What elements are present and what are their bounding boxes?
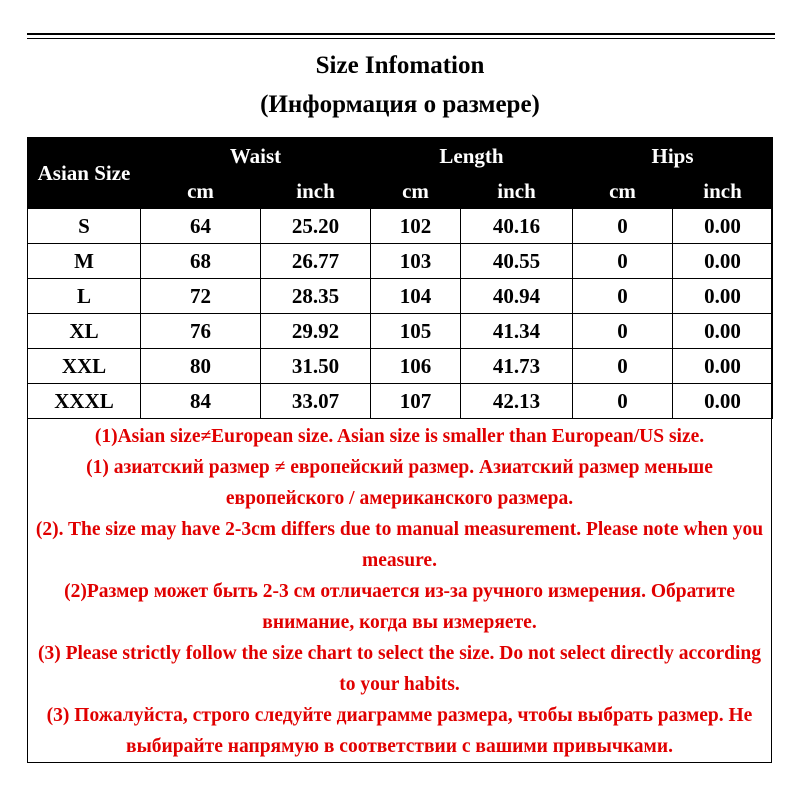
table-row xyxy=(28,279,773,314)
waist-inch-cell: 33.07 xyxy=(261,384,371,419)
size-notes xyxy=(27,421,772,762)
note-2-ru: (2)Размер может быть 2-3 см отличается из-за ручного измерения. Обратите внимание, когда вы измеряете. xyxy=(64,581,735,633)
length-cm-cell: 104 xyxy=(371,279,461,314)
size-cell: L xyxy=(28,279,141,314)
page-subtitle: (Информация о размере) xyxy=(260,91,540,118)
length-inch-cell: 40.55 xyxy=(461,244,573,279)
note-1-ru: (1) азиатский размер ≠ европейский размер. Азиатский размер меньше европейского / американского размера. xyxy=(86,457,713,509)
header-waist: Waist xyxy=(141,138,371,175)
length-cm-cell: 107 xyxy=(371,384,461,419)
page-title: Size Infomation xyxy=(315,52,485,79)
waist-cm-cell: 64 xyxy=(141,209,261,244)
note-3-en: (3) Please strictly follow the size chart to select the size. Do not select directly according to your habits. xyxy=(37,643,762,695)
table-header-row xyxy=(28,138,773,175)
waist-inch-cell: 25.20 xyxy=(261,209,371,244)
hips-inch-cell: 0.00 xyxy=(673,244,773,279)
top-rule xyxy=(27,33,775,35)
note-2-en: (2). The size may have 2-3cm differs due to manual measurement. Please note when you measure. xyxy=(35,519,764,571)
header-hips: Hips xyxy=(573,138,773,175)
header-hips-inch: inch xyxy=(673,175,773,209)
header-length: Length xyxy=(371,138,573,175)
waist-cm-cell: 84 xyxy=(141,384,261,419)
hips-inch-cell: 0.00 xyxy=(673,314,773,349)
waist-cm-cell: 80 xyxy=(141,349,261,384)
hips-inch-cell: 0.00 xyxy=(673,384,773,419)
waist-inch-cell: 28.35 xyxy=(261,279,371,314)
waist-inch-cell: 29.92 xyxy=(261,314,371,349)
top-rule-thin xyxy=(27,38,775,39)
hips-cm-cell: 0 xyxy=(573,209,673,244)
table-row xyxy=(28,209,773,244)
size-cell: XXL xyxy=(28,349,141,384)
header-length-inch: inch xyxy=(461,175,573,209)
length-cm-cell: 105 xyxy=(371,314,461,349)
hips-cm-cell: 0 xyxy=(573,244,673,279)
waist-cm-cell: 72 xyxy=(141,279,261,314)
length-inch-cell: 40.94 xyxy=(461,279,573,314)
header-asian-size: Asian Size xyxy=(28,138,141,209)
header-length-cm: cm xyxy=(371,175,461,209)
hips-cm-cell: 0 xyxy=(573,279,673,314)
length-cm-cell: 102 xyxy=(371,209,461,244)
length-cm-cell: 106 xyxy=(371,349,461,384)
hips-inch-cell: 0.00 xyxy=(673,279,773,314)
length-inch-cell: 41.73 xyxy=(461,349,573,384)
waist-cm-cell: 68 xyxy=(141,244,261,279)
size-table xyxy=(27,137,773,419)
waist-inch-cell: 26.77 xyxy=(261,244,371,279)
hips-cm-cell: 0 xyxy=(573,314,673,349)
size-cell: M xyxy=(28,244,141,279)
table-row xyxy=(28,244,773,279)
length-inch-cell: 41.34 xyxy=(461,314,573,349)
hips-cm-cell: 0 xyxy=(573,384,673,419)
waist-cm-cell: 76 xyxy=(141,314,261,349)
waist-inch-cell: 31.50 xyxy=(261,349,371,384)
length-inch-cell: 40.16 xyxy=(461,209,573,244)
size-cell: S xyxy=(28,209,141,244)
header-waist-inch: inch xyxy=(261,175,371,209)
header-hips-cm: cm xyxy=(573,175,673,209)
hips-inch-cell: 0.00 xyxy=(673,349,773,384)
size-cell: XL xyxy=(28,314,141,349)
note-1-en: (1)Asian size≠European size. Asian size is smaller than European/US size. xyxy=(94,426,705,447)
header-waist-cm: cm xyxy=(141,175,261,209)
length-cm-cell: 103 xyxy=(371,244,461,279)
table-row xyxy=(28,314,773,349)
hips-cm-cell: 0 xyxy=(573,349,673,384)
note-3-ru: (3) Пожалуйста, строго следуйте диаграмме размера, чтобы выбрать размер. Не выбирайте напрямую в соответствии с вашими привычками. xyxy=(46,705,753,757)
size-cell: XXXL xyxy=(28,384,141,419)
table-row xyxy=(28,349,773,384)
length-inch-cell: 42.13 xyxy=(461,384,573,419)
hips-inch-cell: 0.00 xyxy=(673,209,773,244)
table-row xyxy=(28,384,773,419)
